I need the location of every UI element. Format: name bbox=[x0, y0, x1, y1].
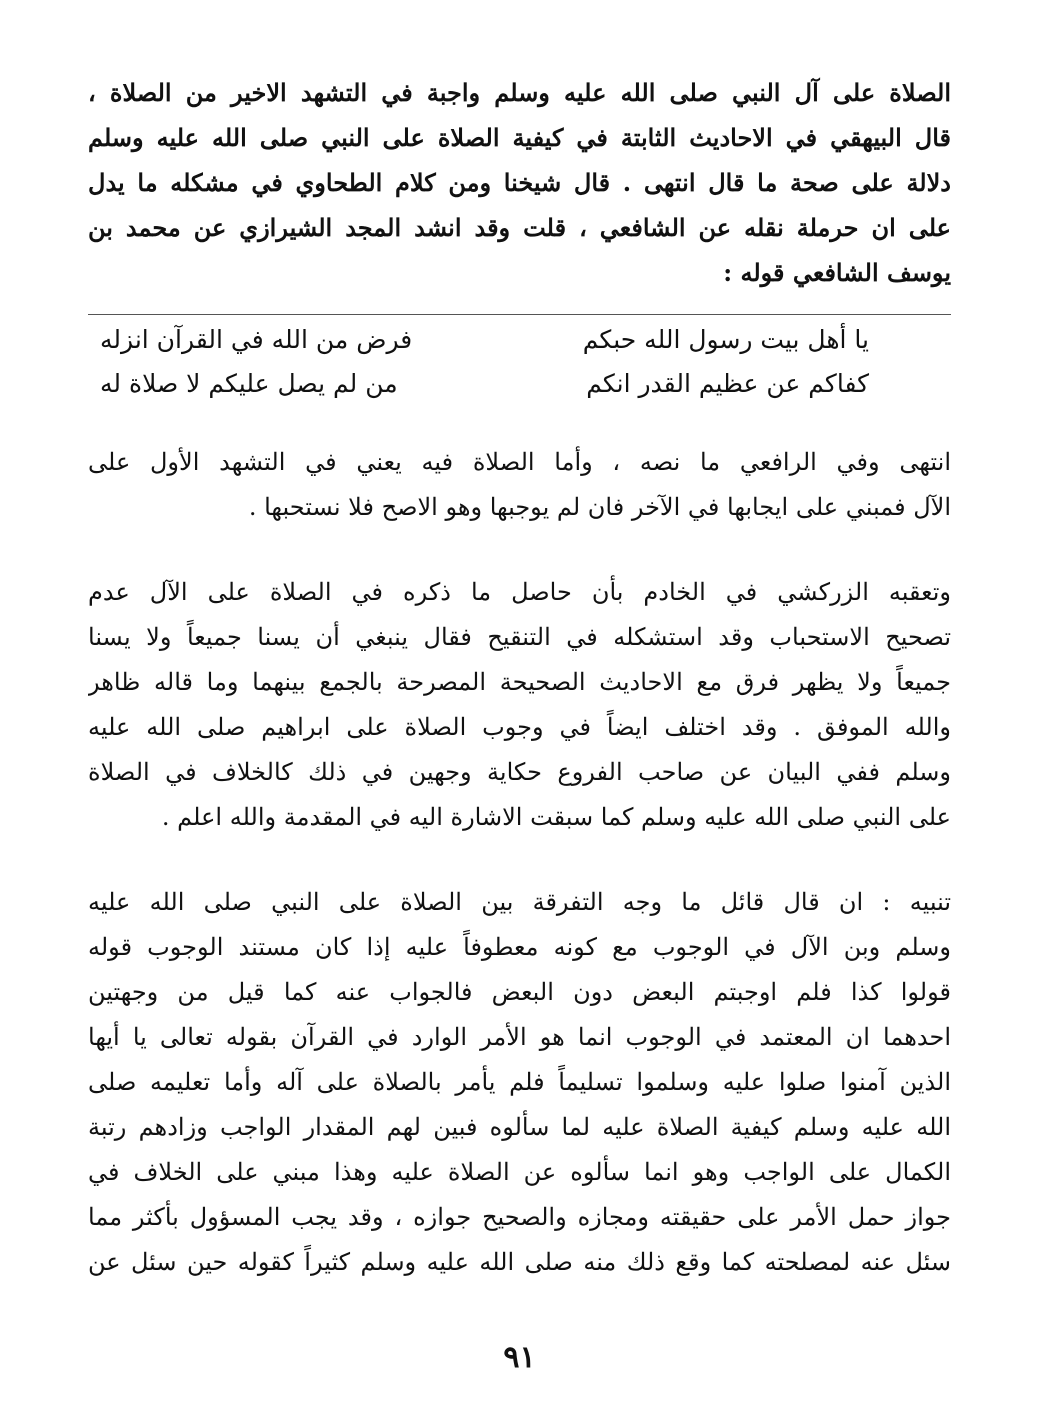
text-line: وسلم ففي البيان عن صاحب الفروع حكاية وجهين في ذلك كالخلاف في الصلاة bbox=[88, 758, 951, 786]
text-line: جواز حمل الأمر على حقيقته ومجازه والصحيح جوازه ، وقد يجب المسؤول بأكثر مما bbox=[88, 1203, 951, 1231]
text-line: الآل فمبني على ايجابها في الآخر فان لم يوجبها وهو الاصح فلا نستحبها . bbox=[248, 493, 951, 521]
text-line: سئل عنه لمصلحته كما وقع ذلك منه صلى الله عليه وسلم كثيراً كقوله حين سئل عن bbox=[88, 1248, 951, 1276]
poem-verse bbox=[100, 362, 869, 406]
verse-first-hemistich: يا أهل بيت رسول الله حبكم bbox=[582, 325, 869, 354]
text-line: وسلم وبن الآل في الوجوب مع كونه معطوفاً عليه إذا كان مستند الوجوب قوله bbox=[88, 933, 951, 961]
text-line: تصحيح الاستحباب وقد استشكله في التنقيح فقال ينبغي أن يسنا جميعاً ولا يسنا bbox=[88, 623, 951, 651]
verse-divider bbox=[88, 314, 951, 315]
page-number: ٩١ bbox=[503, 1340, 536, 1375]
poem bbox=[100, 318, 869, 406]
verse-second-hemistich: من لم يصل عليكم لا صلاة له bbox=[100, 369, 398, 398]
text-line: انتهى وفي الرافعي ما نصه ، وأما الصلاة فيه يعني في التشهد الأول على bbox=[88, 448, 951, 476]
text-line: يوسف الشافعي قوله : bbox=[723, 258, 951, 287]
text-line: جميعاً ولا يظهر فرق مع الاحاديث الصحيحة المصرحة بالجمع بينهما وما قاله ظاهر bbox=[88, 668, 951, 696]
text-line: دلالة على صحة ما قال انتهى . قال شيخنا ومن كلام الطحاوي في مشكله ما يدل bbox=[88, 168, 951, 197]
paragraph-2 bbox=[88, 440, 951, 530]
verse-second-hemistich: فرض من الله في القرآن انزله bbox=[100, 325, 413, 354]
text-line: قولوا كذا فلم اوجبتم البعض دون البعض فالجواب عنه كما قيل من وجهتين bbox=[88, 978, 951, 1006]
paragraph-1 bbox=[88, 70, 951, 295]
text-line: الصلاة على آل النبي صلى الله عليه وسلم واجبة في التشهد الاخير من الصلاة ، bbox=[88, 78, 951, 107]
text-line: تنبيه : ان قال قائل ما وجه التفرقة بين الصلاة على النبي صلى الله عليه bbox=[88, 888, 951, 916]
text-line: الله عليه وسلم كيفية الصلاة عليه لما سألوه فبين لهم المقدار الواجب وزادهم رتبة bbox=[88, 1113, 951, 1141]
verse-first-hemistich: كفاكم عن عظيم القدر انكم bbox=[586, 369, 869, 398]
text-line: والله الموفق . وقد اختلف ايضاً في وجوب الصلاة على ابراهيم صلى الله عليه bbox=[88, 713, 951, 741]
text-line: على ان حرملة نقله عن الشافعي ، قلت وقد انشد المجد الشيرازي عن محمد بن bbox=[88, 213, 951, 242]
paragraph-3 bbox=[88, 570, 951, 840]
text-line: قال البيهقي في الاحاديث الثابتة في كيفية الصلاة على النبي صلى الله عليه وسلم bbox=[88, 123, 951, 152]
text-line: على النبي صلى الله عليه وسلم كما سبقت الاشارة اليه في المقدمة والله اعلم . bbox=[161, 803, 951, 831]
paragraph-4 bbox=[88, 880, 951, 1285]
text-line: وتعقبه الزركشي في الخادم بأن حاصل ما ذكره في الصلاة على الآل عدم bbox=[88, 578, 951, 606]
text-line: الكمال على الواجب وهو انما سألوه عن الصلاة عليه وهذا مبني على الخلاف في bbox=[88, 1158, 951, 1186]
text-line: احدهما ان المعتمد في الوجوب انما هو الأمر الوارد في القرآن بقوله تعالى يا أيها bbox=[88, 1023, 951, 1051]
text-line: الذين آمنوا صلوا عليه وسلموا تسليماً فلم يأمر بالصلاة على آله وأما تعليمه صلى bbox=[88, 1068, 951, 1096]
poem-verse bbox=[100, 318, 869, 362]
